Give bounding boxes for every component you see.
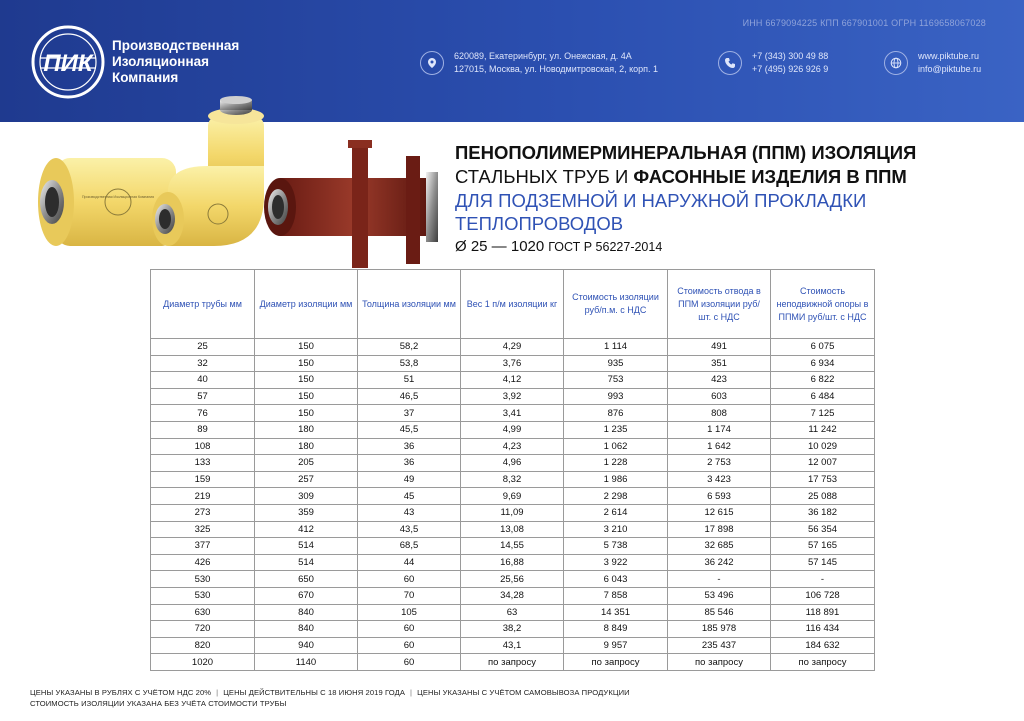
table-cell: 60 xyxy=(358,571,461,588)
table-cell: 1 114 xyxy=(564,339,668,356)
col-header-weight: Вес 1 п/м изоляции кг xyxy=(461,270,564,339)
table-cell: 70 xyxy=(358,587,461,604)
table-cell: 13,08 xyxy=(461,521,564,538)
table-row xyxy=(151,388,875,405)
diameter-range xyxy=(455,238,1015,255)
table-cell: 14,55 xyxy=(461,538,564,555)
table-cell: 57 xyxy=(151,388,255,405)
table-cell: 40 xyxy=(151,372,255,389)
table-cell: 3 210 xyxy=(564,521,668,538)
company-logo xyxy=(30,24,106,100)
table-cell: 426 xyxy=(151,554,255,571)
table-cell: 840 xyxy=(255,621,358,638)
table-cell: 43,1 xyxy=(461,637,564,654)
table-cell: 530 xyxy=(151,571,255,588)
table-cell: 150 xyxy=(255,355,358,372)
table-cell: 14 351 xyxy=(564,604,668,621)
table-cell: 105 xyxy=(358,604,461,621)
table-cell: 57 165 xyxy=(771,538,875,555)
table-cell: 25 xyxy=(151,339,255,356)
table-cell: 6 822 xyxy=(771,372,875,389)
table-cell: 150 xyxy=(255,405,358,422)
table-cell: 3 922 xyxy=(564,554,668,571)
globe-icon xyxy=(884,51,908,75)
title-line-2-bold: ФАСОННЫЕ ИЗДЕЛИЯ В ППМ xyxy=(633,166,907,187)
title-line-4: ТЕПЛОПРОВОДОВ xyxy=(455,213,624,234)
table-cell: 1 235 xyxy=(564,421,668,438)
table-cell: 16,88 xyxy=(461,554,564,571)
table-row xyxy=(151,538,875,555)
table-cell: 44 xyxy=(358,554,461,571)
table-cell: 4,99 xyxy=(461,421,564,438)
phone-line[interactable]: +7 (343) 300 49 88 xyxy=(752,51,829,61)
table-row xyxy=(151,355,875,372)
title-line-2 xyxy=(455,165,1015,189)
table-cell: 25 088 xyxy=(771,488,875,505)
email-link[interactable]: info@piktube.ru xyxy=(918,64,982,74)
table-cell: 106 728 xyxy=(771,587,875,604)
table-cell: 108 xyxy=(151,438,255,455)
logo-lettering: ПИК xyxy=(43,50,93,77)
col-header-pipe-diameter: Диаметр трубы мм xyxy=(151,270,255,339)
table-row xyxy=(151,571,875,588)
table-cell: 60 xyxy=(358,637,461,654)
title-line-1: ПЕНОПОЛИМЕРМИНЕРАЛЬНАЯ (ППМ) ИЗОЛЯЦИЯ xyxy=(455,142,917,163)
table-cell: 8,32 xyxy=(461,471,564,488)
table-cell: 1 228 xyxy=(564,455,668,472)
table-cell: 309 xyxy=(255,488,358,505)
table-cell: 43 xyxy=(358,504,461,521)
website-link[interactable]: www.piktube.ru xyxy=(918,51,980,61)
table-row xyxy=(151,504,875,521)
table-cell: 351 xyxy=(668,355,771,372)
table-cell: 150 xyxy=(255,339,358,356)
table-cell: 4,29 xyxy=(461,339,564,356)
table-cell: 10 029 xyxy=(771,438,875,455)
address-block xyxy=(420,50,658,76)
table-cell: по запросу xyxy=(771,654,875,671)
table-cell: 36 xyxy=(358,438,461,455)
table-cell: 36 xyxy=(358,455,461,472)
table-cell: 423 xyxy=(668,372,771,389)
table-cell: 32 xyxy=(151,355,255,372)
table-cell: 46,5 xyxy=(358,388,461,405)
table-cell: 1020 xyxy=(151,654,255,671)
footer-note-2: СТОИМОСТЬ ИЗОЛЯЦИИ УКАЗАНА БЕЗ УЧЁТА СТОИМОСТИ ТРУБЫ xyxy=(30,699,287,708)
web-block xyxy=(884,50,981,76)
table-cell: 3,76 xyxy=(461,355,564,372)
table-cell: - xyxy=(771,571,875,588)
table-cell: 8 849 xyxy=(564,621,668,638)
table-cell: 530 xyxy=(151,587,255,604)
table-cell: по запросу xyxy=(461,654,564,671)
table-cell: 940 xyxy=(255,637,358,654)
table-cell: 4,23 xyxy=(461,438,564,455)
company-name-line: Изоляционная xyxy=(112,54,209,69)
table-cell: 9 957 xyxy=(564,637,668,654)
table-cell: 205 xyxy=(255,455,358,472)
table-cell: 514 xyxy=(255,538,358,555)
table-cell: 219 xyxy=(151,488,255,505)
table-cell: 76 xyxy=(151,405,255,422)
table-cell: по запросу xyxy=(668,654,771,671)
table-cell: 235 437 xyxy=(668,637,771,654)
table-cell: 359 xyxy=(255,504,358,521)
table-cell: 57 145 xyxy=(771,554,875,571)
table-row xyxy=(151,339,875,356)
table-cell: 377 xyxy=(151,538,255,555)
phone-icon xyxy=(718,51,742,75)
table-row xyxy=(151,521,875,538)
price-table xyxy=(150,269,875,671)
table-cell: 116 434 xyxy=(771,621,875,638)
table-cell: 670 xyxy=(255,587,358,604)
table-cell: 133 xyxy=(151,455,255,472)
table-row xyxy=(151,455,875,472)
table-cell: 68,5 xyxy=(358,538,461,555)
table-cell: по запросу xyxy=(564,654,668,671)
table-cell: 53,8 xyxy=(358,355,461,372)
table-cell: 491 xyxy=(668,339,771,356)
address-line: 620089, Екатеринбург, ул. Онежская, д. 4А xyxy=(454,51,632,61)
table-cell: 6 075 xyxy=(771,339,875,356)
footer-note: ЦЕНЫ УКАЗАНЫ С УЧЁТОМ САМОВЫВОЗА ПРОДУКЦИИ xyxy=(417,688,630,697)
table-cell: 63 xyxy=(461,604,564,621)
table-cell: 150 xyxy=(255,388,358,405)
table-row xyxy=(151,471,875,488)
title-line-2-plain: СТАЛЬНЫХ ТРУБ И xyxy=(455,166,634,187)
table-cell: 159 xyxy=(151,471,255,488)
product-illustration xyxy=(18,96,438,274)
table-cell: 720 xyxy=(151,621,255,638)
table-cell: 935 xyxy=(564,355,668,372)
table-row xyxy=(151,637,875,654)
table-row xyxy=(151,372,875,389)
table-cell: 514 xyxy=(255,554,358,571)
phone-line[interactable]: +7 (495) 926 926 9 xyxy=(752,64,829,74)
table-cell: 85 546 xyxy=(668,604,771,621)
address-line: 127015, Москва, ул. Новодмитровская, 2, корп. 1 xyxy=(454,64,659,74)
table-row xyxy=(151,438,875,455)
table-cell: 820 xyxy=(151,637,255,654)
table-cell: 650 xyxy=(255,571,358,588)
document-title xyxy=(455,141,1015,255)
diameter-value: Ø 25 — 1020 xyxy=(455,238,545,255)
footer-separator: | xyxy=(216,688,219,697)
table-cell: 6 934 xyxy=(771,355,875,372)
table-cell: 6 043 xyxy=(564,571,668,588)
table-row xyxy=(151,421,875,438)
table-cell: 53 496 xyxy=(668,587,771,604)
company-requisites: ИНН 6679094225 КПП 667901001 ОГРН 1169658067028 xyxy=(742,18,986,28)
table-cell: 180 xyxy=(255,438,358,455)
footer-separator: | xyxy=(410,688,413,697)
title-line-3: ДЛЯ ПОДЗЕМНОЙ И НАРУЖНОЙ ПРОКЛАДКИ xyxy=(455,190,867,211)
table-cell: 184 632 xyxy=(771,637,875,654)
table-cell: - xyxy=(668,571,771,588)
col-header-insulation-diameter: Диаметр изоляции мм xyxy=(255,270,358,339)
table-header-row xyxy=(151,270,875,339)
pipe-label-text: Производственная Изоляционная Компания xyxy=(82,195,154,199)
table-cell: 7 125 xyxy=(771,405,875,422)
col-header-support-price: Стоимость неподвижной опоры в ППМИ руб/шт. с НДС xyxy=(771,270,875,339)
table-cell: 45,5 xyxy=(358,421,461,438)
table-cell: 6 484 xyxy=(771,388,875,405)
company-name-line: Производственная xyxy=(112,38,240,53)
table-cell: 12 615 xyxy=(668,504,771,521)
company-name-line: Компания xyxy=(112,70,179,85)
table-cell: 9,69 xyxy=(461,488,564,505)
table-cell: 12 007 xyxy=(771,455,875,472)
table-cell: 273 xyxy=(151,504,255,521)
table-cell: 180 xyxy=(255,421,358,438)
table-cell: 3,41 xyxy=(461,405,564,422)
table-cell: 1 986 xyxy=(564,471,668,488)
table-cell: 1 062 xyxy=(564,438,668,455)
footer-note: ЦЕНЫ ДЕЙСТВИТЕЛЬНЫ С 18 ИЮНЯ 2019 ГОДА xyxy=(223,688,406,697)
table-row xyxy=(151,405,875,422)
col-header-elbow-price: Стоимость отвода в ППМ изоляции руб/шт. с НДС xyxy=(668,270,771,339)
table-cell: 7 858 xyxy=(564,587,668,604)
table-row xyxy=(151,554,875,571)
table-cell: 38,2 xyxy=(461,621,564,638)
table-cell: 876 xyxy=(564,405,668,422)
table-cell: 808 xyxy=(668,405,771,422)
table-cell: 34,28 xyxy=(461,587,564,604)
table-cell: 257 xyxy=(255,471,358,488)
table-cell: 118 891 xyxy=(771,604,875,621)
table-row xyxy=(151,621,875,638)
company-name xyxy=(112,38,239,86)
location-pin-icon xyxy=(420,51,444,75)
table-cell: 2 298 xyxy=(564,488,668,505)
table-cell: 17 898 xyxy=(668,521,771,538)
table-cell: 325 xyxy=(151,521,255,538)
table-cell: 37 xyxy=(358,405,461,422)
table-row xyxy=(151,587,875,604)
table-cell: 56 354 xyxy=(771,521,875,538)
table-cell: 49 xyxy=(358,471,461,488)
table-cell: 753 xyxy=(564,372,668,389)
table-row xyxy=(151,488,875,505)
table-cell: 4,96 xyxy=(461,455,564,472)
table-cell: 150 xyxy=(255,372,358,389)
table-cell: 1 642 xyxy=(668,438,771,455)
phone-block xyxy=(718,50,828,76)
table-cell: 43,5 xyxy=(358,521,461,538)
col-header-insulation-price: Стоимость изоляции руб/п.м. с НДС xyxy=(564,270,668,339)
table-cell: 11,09 xyxy=(461,504,564,521)
table-cell: 630 xyxy=(151,604,255,621)
table-cell: 185 978 xyxy=(668,621,771,638)
footer-notes xyxy=(30,688,630,697)
table-cell: 11 242 xyxy=(771,421,875,438)
table-cell: 60 xyxy=(358,621,461,638)
table-cell: 3,92 xyxy=(461,388,564,405)
table-cell: 6 593 xyxy=(668,488,771,505)
gost-standard: ГОСТ Р 56227-2014 xyxy=(548,240,663,254)
table-cell: 1140 xyxy=(255,654,358,671)
table-cell: 36 242 xyxy=(668,554,771,571)
table-cell: 840 xyxy=(255,604,358,621)
table-cell: 51 xyxy=(358,372,461,389)
table-cell: 32 685 xyxy=(668,538,771,555)
table-cell: 2 614 xyxy=(564,504,668,521)
table-row xyxy=(151,654,875,671)
table-cell: 412 xyxy=(255,521,358,538)
table-cell: 2 753 xyxy=(668,455,771,472)
table-cell: 5 738 xyxy=(564,538,668,555)
table-cell: 89 xyxy=(151,421,255,438)
table-row xyxy=(151,604,875,621)
table-cell: 603 xyxy=(668,388,771,405)
table-cell: 58,2 xyxy=(358,339,461,356)
table-cell: 17 753 xyxy=(771,471,875,488)
table-cell: 4,12 xyxy=(461,372,564,389)
table-cell: 45 xyxy=(358,488,461,505)
table-cell: 60 xyxy=(358,654,461,671)
table-cell: 993 xyxy=(564,388,668,405)
table-cell: 25,56 xyxy=(461,571,564,588)
fixed-support-flange xyxy=(264,140,438,268)
table-body xyxy=(151,339,875,671)
footer-note: ЦЕНЫ УКАЗАНЫ В РУБЛЯХ С УЧЁТОМ НДС 20% xyxy=(30,688,212,697)
table-cell: 1 174 xyxy=(668,421,771,438)
table-cell: 3 423 xyxy=(668,471,771,488)
table-cell: 36 182 xyxy=(771,504,875,521)
col-header-insulation-thickness: Толщина изоляции мм xyxy=(358,270,461,339)
